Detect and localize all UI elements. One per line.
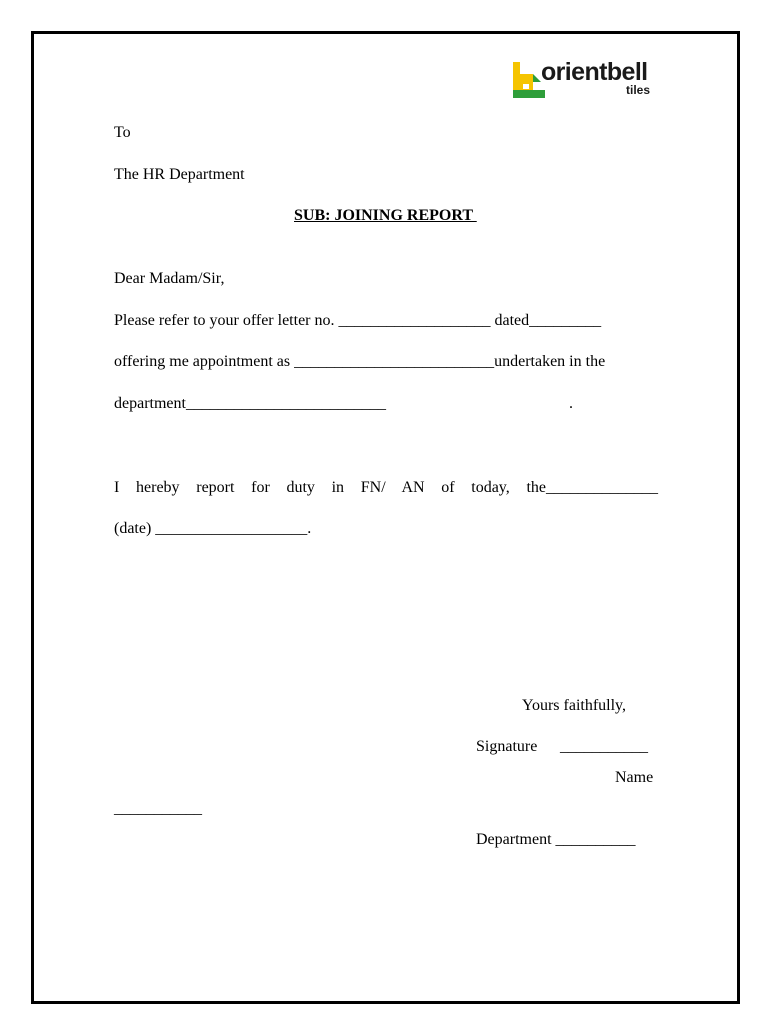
document-page	[31, 31, 740, 1004]
name-label: Name	[615, 769, 654, 786]
subject-heading: SUB: JOINING REPORT	[294, 207, 477, 224]
body-line-offer-letter: Please refer to your offer letter no. ___________________ dated_________	[114, 312, 602, 329]
body-line-department: department_________________________	[114, 395, 386, 412]
orientbell-logo	[511, 60, 657, 100]
body-line-department-dot: .	[569, 395, 573, 412]
signature-blank: ___________	[560, 738, 648, 755]
signature-label: Signature	[476, 738, 538, 755]
body-line-appointment: offering me appointment as _________________________undertaken in the	[114, 353, 606, 370]
salutation-to: To	[114, 124, 131, 141]
greeting: Dear Madam/Sir,	[114, 270, 225, 287]
body-line-date: (date) ___________________.	[114, 520, 312, 537]
body-line-report-duty: I hereby report for duty in FN/ AN of today, the______________	[114, 479, 658, 496]
logo-subtitle: tiles	[626, 83, 651, 97]
logo-wordmark: orientbell	[541, 58, 648, 86]
name-blank: ___________	[114, 800, 202, 817]
department-label: Department __________	[476, 831, 636, 848]
closing: Yours faithfully,	[522, 697, 627, 714]
recipient: The HR Department	[114, 166, 245, 183]
